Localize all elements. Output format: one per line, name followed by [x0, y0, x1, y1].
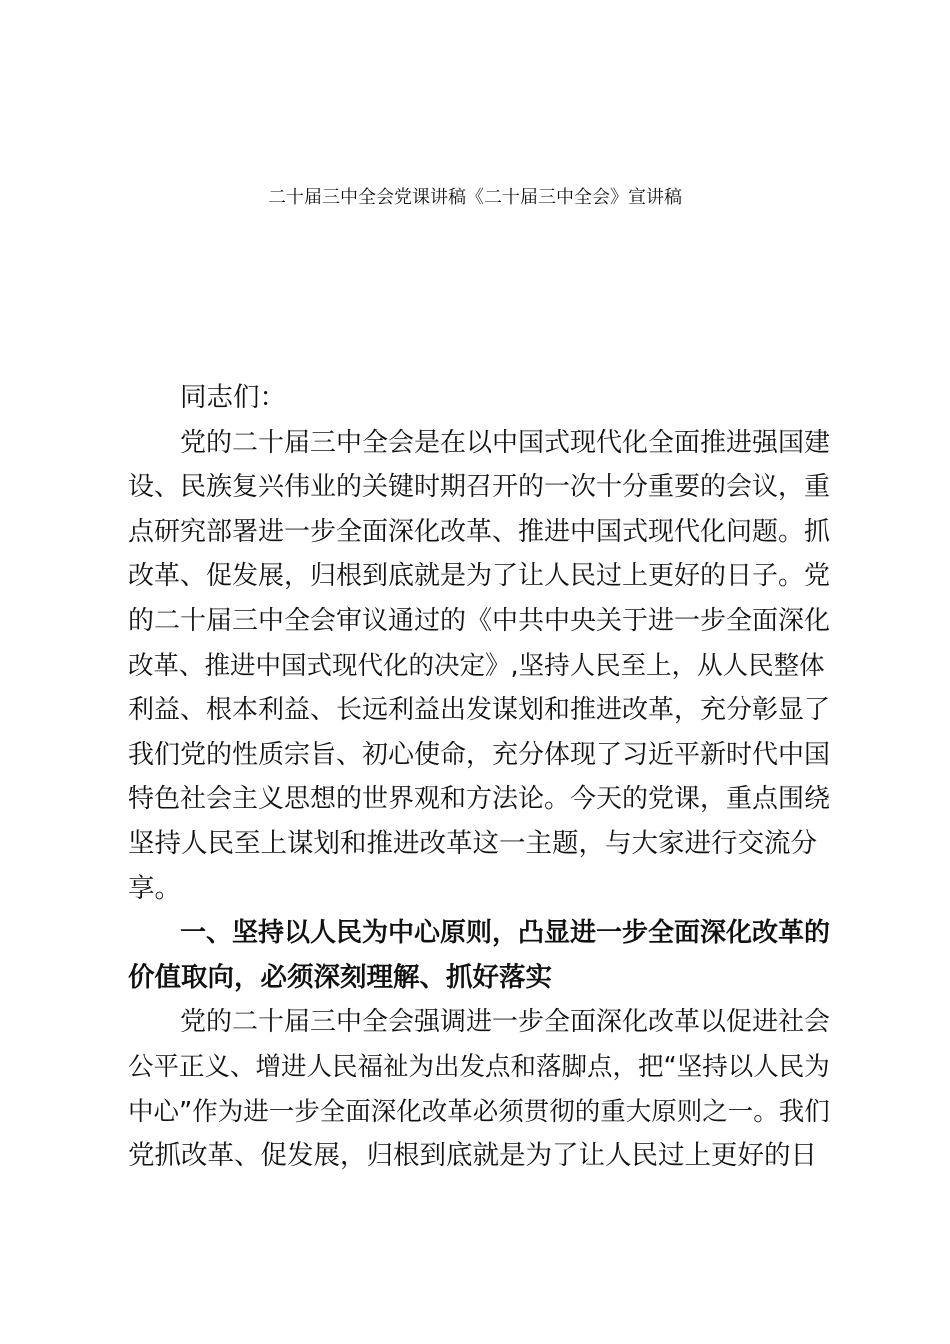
document-title: 二十届三中全会党课讲稿《二十届三中全会》宣讲稿	[268, 187, 682, 208]
paragraph-line: 享。	[128, 872, 181, 904]
paragraph-line: 同志们：	[180, 382, 286, 413]
paragraph-line: 的二十届三中全会审议通过的《中共中央关于进一步全面深化	[128, 605, 831, 636]
paragraph-line: 改革、推进中国式现代化的决定》,坚持人民至上，从人民整体	[128, 650, 825, 681]
paragraph-line: 中心”作为进一步全面深化改革必须贯彻的重大原则之一。我们	[128, 1096, 830, 1127]
paragraph-line: 设、民族复兴伟业的关键时期召开的一次十分重要的会议，重	[128, 472, 831, 503]
paragraph-line: 党的二十届三中全会是在以中国式现代化全面推进强国建	[180, 427, 831, 458]
paragraph-line: 特色社会主义思想的世界观和方法论。今天的党课，重点围绕	[128, 784, 831, 815]
paragraph-line: 点研究部署进一步全面深化改革、推进中国式现代化问题。抓	[128, 516, 831, 547]
section-heading-line: 一、坚持以人民为中心原则，凸显进一步全面深化改革的	[180, 918, 831, 949]
section-heading-line: 价值取向，必须深刻理解、抓好落实	[128, 961, 552, 993]
paragraph-line: 党的二十届三中全会强调进一步全面深化改革以促进社会	[180, 1007, 831, 1038]
paragraph-line: 坚持人民至上谋划和推进改革这一主题，与大家进行交流分	[128, 827, 817, 859]
paragraph-line: 利益、根本利益、长远利益出发谋划和推进改革，充分彰显了	[128, 695, 831, 726]
document-body	[128, 376, 833, 1179]
paragraph-line: 改革、促发展，归根到底就是为了让人民过上更好的日子。党	[128, 561, 831, 592]
paragraph-line: 公平正义、增进人民福祉为出发点和落脚点，把“坚持以人民为	[128, 1051, 830, 1082]
paragraph-line: 我们党的性质宗旨、初心使命，充分体现了习近平新时代中国	[128, 739, 831, 770]
paragraph-line: 党抓改革、促发展，归根到底就是为了让人民过上更好的日	[128, 1140, 817, 1172]
